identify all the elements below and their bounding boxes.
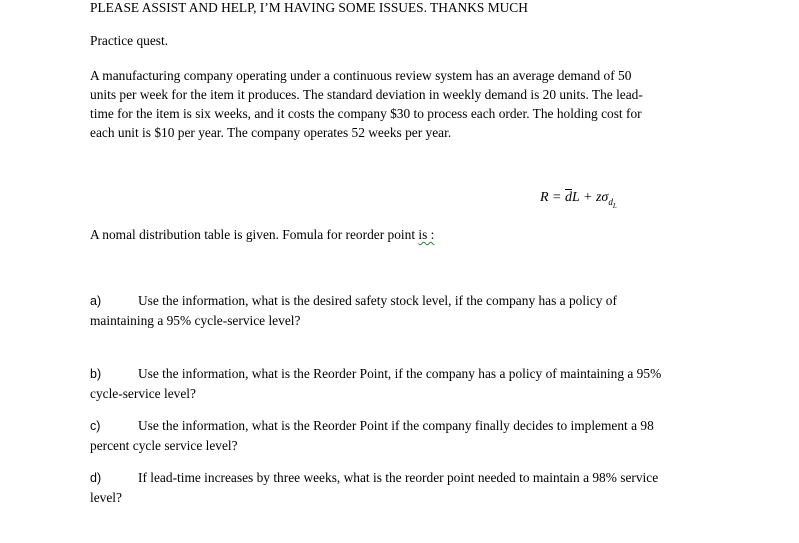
- formula-rest: L + zσ: [572, 190, 609, 205]
- problem-line: each unit is $10 per year. The company operates 52 weeks per year.: [90, 125, 452, 140]
- formula-dbar: $\overline{d}$: [565, 190, 572, 205]
- question-text-continued: level?: [90, 490, 122, 505]
- question-c: [90, 416, 750, 456]
- normal-table-note: [90, 226, 434, 244]
- formula-subscript: [608, 196, 617, 210]
- formula-lhs: R =: [540, 190, 565, 205]
- question-text-continued: maintaining a 95% cycle-service level?: [90, 313, 301, 328]
- problem-line: time for the item is six weeks, and it costs the company $30 to process each order. The holding cost for: [90, 106, 642, 121]
- question-text: Use the information, what is the Reorder Point if the company finally decides to implement a 98: [138, 418, 654, 433]
- formula-sub-d: d: [608, 196, 613, 207]
- problem-line: units per week for the item it produces. The standard deviation in weekly demand is 20 units. The lead-: [90, 87, 643, 102]
- question-a: [90, 291, 750, 331]
- question-text: Use the information, what is the Reorder Point, if the company has a policy of maintaining a 95%: [138, 366, 662, 381]
- question-b: [90, 364, 750, 404]
- normal-table-text: A nomal distribution table is given. Fomula for reorder point: [90, 227, 419, 242]
- formula-subsubscript: L: [612, 201, 617, 210]
- question-letter: c): [90, 419, 101, 433]
- reorder-point-formula: [540, 190, 617, 210]
- question-text: If lead-time increases by three weeks, what is the reorder point needed to maintain a 98% service: [138, 470, 659, 485]
- question-d: [90, 468, 750, 508]
- problem-line: A manufacturing company operating under a continuous review system has an average demand of 50: [90, 68, 632, 83]
- problem-paragraph: [90, 66, 730, 142]
- question-text-continued: percent cycle service level?: [90, 438, 238, 453]
- question-letter: a): [90, 294, 102, 308]
- practice-label: Practice quest.: [90, 33, 169, 48]
- question-letter: d): [90, 471, 102, 485]
- question-text: Use the information, what is the desired safety stock level, if the company has a policy of: [138, 293, 617, 308]
- page-heading: PLEASE ASSIST AND HELP, I’M HAVING SOME ISSUES. THANKS MUCH: [90, 0, 528, 15]
- spellcheck-underline-text: is :: [418, 227, 435, 242]
- question-letter: b): [90, 367, 102, 381]
- question-text-continued: cycle-service level?: [90, 386, 196, 401]
